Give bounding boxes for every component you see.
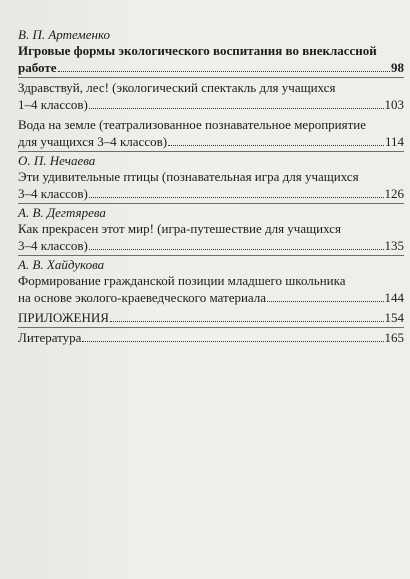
dot-leader <box>58 71 390 72</box>
toc-entry-line: для учащихся 3–4 классов) 114 <box>18 134 404 149</box>
dot-leader <box>168 145 384 146</box>
author-nechaeva: О. П. Нечаева <box>18 153 96 168</box>
author-degtyareva: А. В. Дегтярева <box>18 205 106 220</box>
toc-entry-civic-position <box>18 272 404 306</box>
page-number: 154 <box>384 310 404 325</box>
dot-leader <box>267 301 383 302</box>
page-number: 98 <box>391 60 404 75</box>
dot-leader <box>110 321 384 322</box>
separator-line <box>18 327 404 328</box>
toc-entry-literature <box>18 329 404 346</box>
page-number: 103 <box>384 97 404 112</box>
separator-line <box>18 203 404 204</box>
page-number: 144 <box>384 290 404 305</box>
dot-leader <box>82 341 383 342</box>
toc-entry-line: ПРИЛОЖЕНИЯ 154 <box>18 310 404 325</box>
page-number: 126 <box>384 186 404 201</box>
separator-line <box>18 77 404 78</box>
toc-entry-line: Как прекрасен этот мир! (игра-путешествие для учащихся <box>18 221 341 236</box>
toc-entry-ecological-games <box>18 42 404 76</box>
author-haydukova: А. В. Хайдукова <box>18 257 105 272</box>
toc-entry-amazing-birds <box>18 168 404 202</box>
separator-line <box>18 151 404 152</box>
dot-leader <box>89 108 384 109</box>
toc-entry-line: Здравствуй, лес! (экологический спектакль для учащихся <box>18 80 336 95</box>
page-number: 135 <box>384 238 404 253</box>
toc-entry-line: Формирование гражданской позиции младшего школьника <box>18 273 346 288</box>
separator-line <box>18 255 404 256</box>
dot-leader <box>89 197 384 198</box>
toc-entry-line: Литература 165 <box>18 330 404 345</box>
table-of-contents <box>18 27 404 346</box>
dot-leader <box>89 249 384 250</box>
toc-entry-hello-forest <box>18 79 404 113</box>
author-artemenko: В. П. Артеменко <box>18 27 111 42</box>
page-number: 114 <box>384 134 404 149</box>
toc-entry-line: 3–4 классов) 126 <box>18 186 404 201</box>
toc-entry-appendices <box>18 309 404 326</box>
toc-entry-line: на основе эколого-краеведческого материала 144 <box>18 290 404 305</box>
toc-entry-line: 1–4 классов) 103 <box>18 97 404 112</box>
toc-entry-water-on-earth <box>18 116 404 150</box>
page-number: 165 <box>384 330 404 345</box>
toc-entry-line: Вода на земле (театрализованное познавательное мероприятие <box>18 117 366 132</box>
toc-entry-line: 3–4 классов) 135 <box>18 238 404 253</box>
toc-entry-line: Эти удивительные птицы (познавательная игра для учащихся <box>18 169 359 184</box>
toc-entry-line: Игровые формы экологического воспитания во внеклассной <box>18 43 377 58</box>
toc-entry-line: работе 98 <box>18 60 404 75</box>
toc-entry-beautiful-world <box>18 220 404 254</box>
